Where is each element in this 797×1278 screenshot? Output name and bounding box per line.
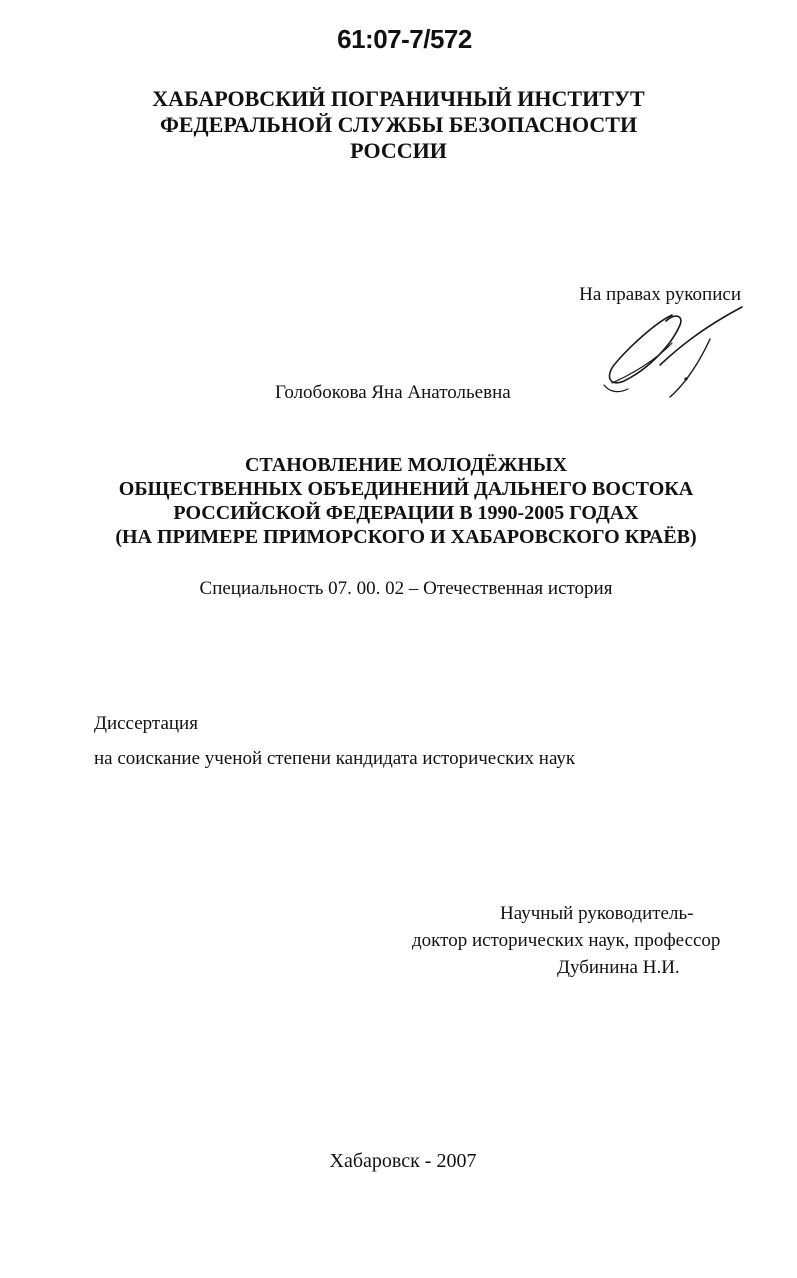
degree-sought: на соискание ученой степени кандидата исторических наук [94,748,576,769]
author-name: Голобокова Яна Анатольевна [275,382,511,403]
author-signature [600,303,750,403]
signature-stroke [670,339,710,397]
dissertation-title [0,453,797,549]
institution-line: ФЕДЕРАЛЬНОЙ СЛУЖБЫ БЕЗОПАСНОСТИ [159,112,638,137]
dissertation-purpose [94,706,575,776]
title-line: ОБЩЕСТВЕННЫХ ОБЪЕДИНЕНИЙ ДАЛЬНЕГО ВОСТОКА [118,478,694,500]
title-line: СТАНОВЛЕНИЕ МОЛОДЁЖНЫХ [244,454,568,476]
advisor-role: Научный руководитель- [500,903,694,924]
institution-heading [0,86,797,164]
manuscript-rights-note: На правах рукописи [579,284,741,305]
signature-stroke [604,385,628,392]
title-line: РОССИЙСКОЙ ФЕДЕРАЦИИ В 1990-2005 ГОДАХ [173,502,639,524]
place-and-year: Хабаровск - 2007 [329,1150,477,1172]
advisor-name: Дубинина Н.И. [557,957,680,978]
institution-line: ХАБАРОВСКИЙ ПОГРАНИЧНЫЙ ИНСТИТУТ [152,86,645,111]
advisor-degree: доктор исторических наук, профессор [412,930,721,951]
signature-stroke [609,315,680,383]
signature-dot [684,377,687,380]
dissertation-label: Диссертация [94,713,198,734]
archive-stamp-number: 61:07-7/572 [337,24,472,54]
scientific-advisor [410,900,720,981]
title-line: (НА ПРИМЕРЕ ПРИМОРСКОГО И ХАБАРОВСКОГО КРАЁВ) [115,526,697,548]
institution-line: РОССИИ [350,138,447,163]
specialty: Специальность 07. 00. 02 – Отечественная история [199,578,613,599]
